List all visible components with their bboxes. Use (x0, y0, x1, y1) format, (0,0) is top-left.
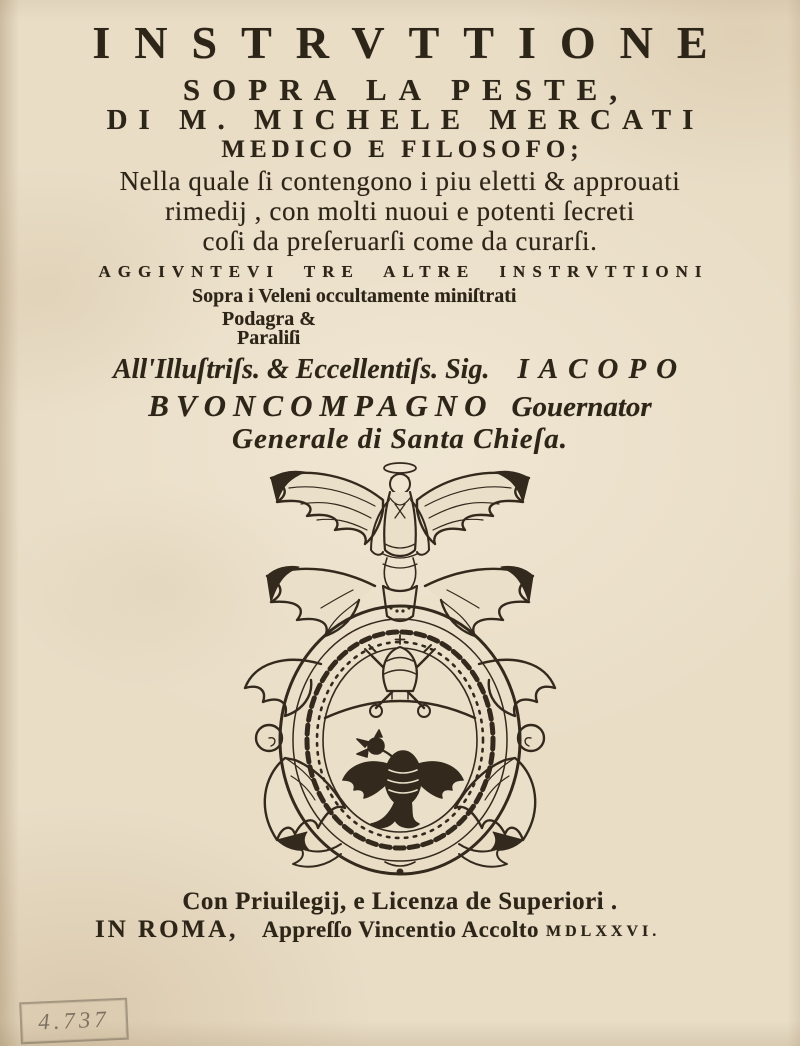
imprint-year: MDLXXVI. (546, 923, 661, 940)
additions-item-paralisi: Paraliſi (237, 327, 301, 349)
additions-item-podagra: Podagra & (222, 308, 316, 330)
additions-item-veleni: Sopra i Veleni occultamente miniſtrati (192, 285, 517, 307)
imprint-place: IN ROMA, (95, 916, 239, 943)
main-title: INSTRVTTIONE (92, 17, 732, 68)
dedication-title-gouernator: Gouernator (511, 391, 652, 423)
papal-tiara-icon (383, 635, 417, 699)
dedication-line-3: Generale di Santa Chieſa. (232, 423, 568, 455)
author-role-line: MEDICO E FILOSOFO; (221, 136, 584, 163)
imprint-line (0, 916, 800, 950)
angel-wing-icon (271, 471, 383, 544)
dedication-line-1 (0, 353, 800, 386)
dedication-prefix: All'Illuſtriſs. & Eccellentiſs. Sig. (112, 354, 490, 385)
additions-heading: AGGIVNTEVI TRE ALTRE INSTRVTTIONI (98, 262, 709, 281)
privilege-line: Con Priuilegij, e Licenza de Superiori . (182, 888, 618, 915)
dedication-line-2 (0, 388, 800, 424)
imprint-printer: Appreſſo Vincentio Accolto (262, 917, 540, 942)
buoncompagni-dragon-coat-of-arms-woodcut-icon (225, 458, 575, 888)
strapwork-clasp (383, 586, 417, 621)
dedication-name-iacopo: IACOPO (517, 353, 688, 385)
coat-of-arms-woodcut (225, 458, 575, 888)
argument-line: rimedij , con molti nuoui e potenti ſecreti (165, 196, 635, 226)
argument-line: Nella quale ſi contengono i piu eletti & approuati (119, 166, 681, 196)
author-line: DI M. MICHELE MERCATI (106, 104, 705, 136)
argument-line: coſi da preſeruarſi come da curarſi. (202, 226, 598, 256)
subtitle: SOPRA LA PESTE, (182, 72, 630, 107)
dedication-name-buoncompagno: BVONCOMPAGNO (148, 388, 494, 423)
shelfmark-label (19, 998, 129, 1045)
shelfmark-number: 4.737 (37, 1006, 111, 1035)
